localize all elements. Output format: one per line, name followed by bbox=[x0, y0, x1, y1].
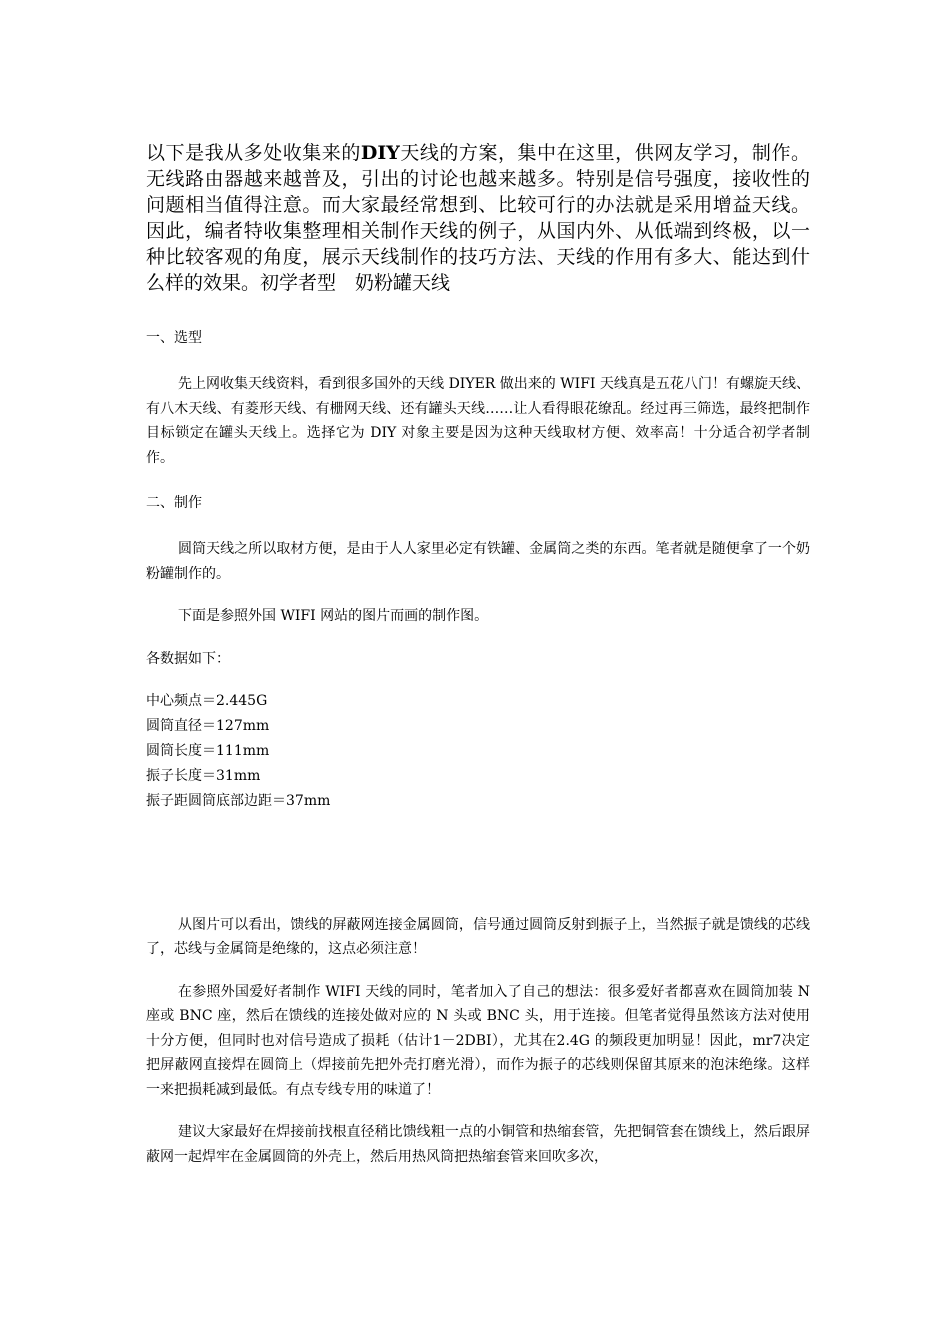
intro-rest: 天线的方案，集中在这里，供网友学习，制作。无线路由器越来越普及，引出的讨论也越来越多。特别是信号强度，接收性的问题相当值得注意。而大家最经常想到、比较可行的办法就是采用增益天线。因此，编者特收集整理相关制作天线的例子，从国内外、从低端到终极，以一种比较客观的角度，展示天线制作的技巧方法、天线的作用有多大、能达到什么样的效果。初学者型 奶粉罐天线 bbox=[146, 142, 810, 294]
spec-list bbox=[146, 689, 810, 814]
section-heading-selection: 一、选型 bbox=[146, 330, 202, 346]
section-heading-making: 二、制作 bbox=[146, 495, 202, 511]
spec-cylinder-length: 圆筒长度＝111mm bbox=[146, 742, 270, 759]
making-paragraph-5: 建议大家最好在焊接前找根直径稍比馈线粗一点的小铜管和热缩套管，先把铜管套在馈线上，然后跟屏蔽网一起焊牢在金属圆筒的外壳上，然后用热风筒把热缩套管来回吹多次， bbox=[146, 1124, 810, 1165]
spec-element-distance: 振子距圆筒底部边距＝37mm bbox=[146, 792, 331, 809]
selection-paragraph: 先上网收集天线资料，看到很多国外的天线 DIYER 做出来的 WIFI 天线真是五花八门！有螺旋天线、有八木天线、有菱形天线、有栅网天线、还有罐头天线……让人看得眼花缭乱。经过再三筛选，最终把制作目标锁定在罐头天线上。选择它为 DIY 对象主要是因为这种天线取材方便、效率高！十分适合初学者制作。 bbox=[146, 376, 810, 466]
spec-cylinder-diameter: 圆筒直径＝127mm bbox=[146, 717, 270, 734]
making-paragraph-3: 从图片可以看出，馈线的屏蔽网连接金属圆筒，信号通过圆筒反射到振子上，当然振子就是馈线的芯线了，芯线与金属筒是绝缘的，这点必须注意！ bbox=[146, 916, 810, 957]
making-paragraph-4: 在参照外国爱好者制作 WIFI 天线的同时，笔者加入了自己的想法：很多爱好者都喜欢在圆筒加装 N 座或 BNC 座，然后在馈线的连接处做对应的 N 头或 BNC 头，用于连接。但笔者觉得虽然该方法对使用十分方便，但同时也对信号造成了损耗（估计1－2DBI），尤其在2.4G 的频段更加明显！因此，mr7决定把屏蔽网直接焊在圆筒上（焊接前先把外壳打磨光滑），而作为振子的芯线则保留其原来的泡沫绝缘。这样一来把损耗减到最低。有点专线专用的味道了！ bbox=[146, 983, 810, 1098]
intro-bold-term: DIY bbox=[360, 142, 400, 164]
document-page bbox=[146, 140, 810, 1169]
intro-prefix: 以下是我从多处收集来的 bbox=[146, 142, 361, 164]
making-paragraph-2: 下面是参照外国 WIFI 网站的图片而画的制作图。 bbox=[178, 608, 489, 624]
intro-paragraph bbox=[146, 140, 810, 296]
spec-center-frequency: 中心频点＝2.445G bbox=[146, 692, 268, 709]
data-label: 各数据如下： bbox=[146, 650, 230, 667]
spec-element-length: 振子长度＝31mm bbox=[146, 767, 261, 784]
making-paragraph-1: 圆筒天线之所以取材方便，是由于人人家里必定有铁罐、金属筒之类的东西。笔者就是随便拿了一个奶粉罐制作的。 bbox=[146, 541, 810, 582]
